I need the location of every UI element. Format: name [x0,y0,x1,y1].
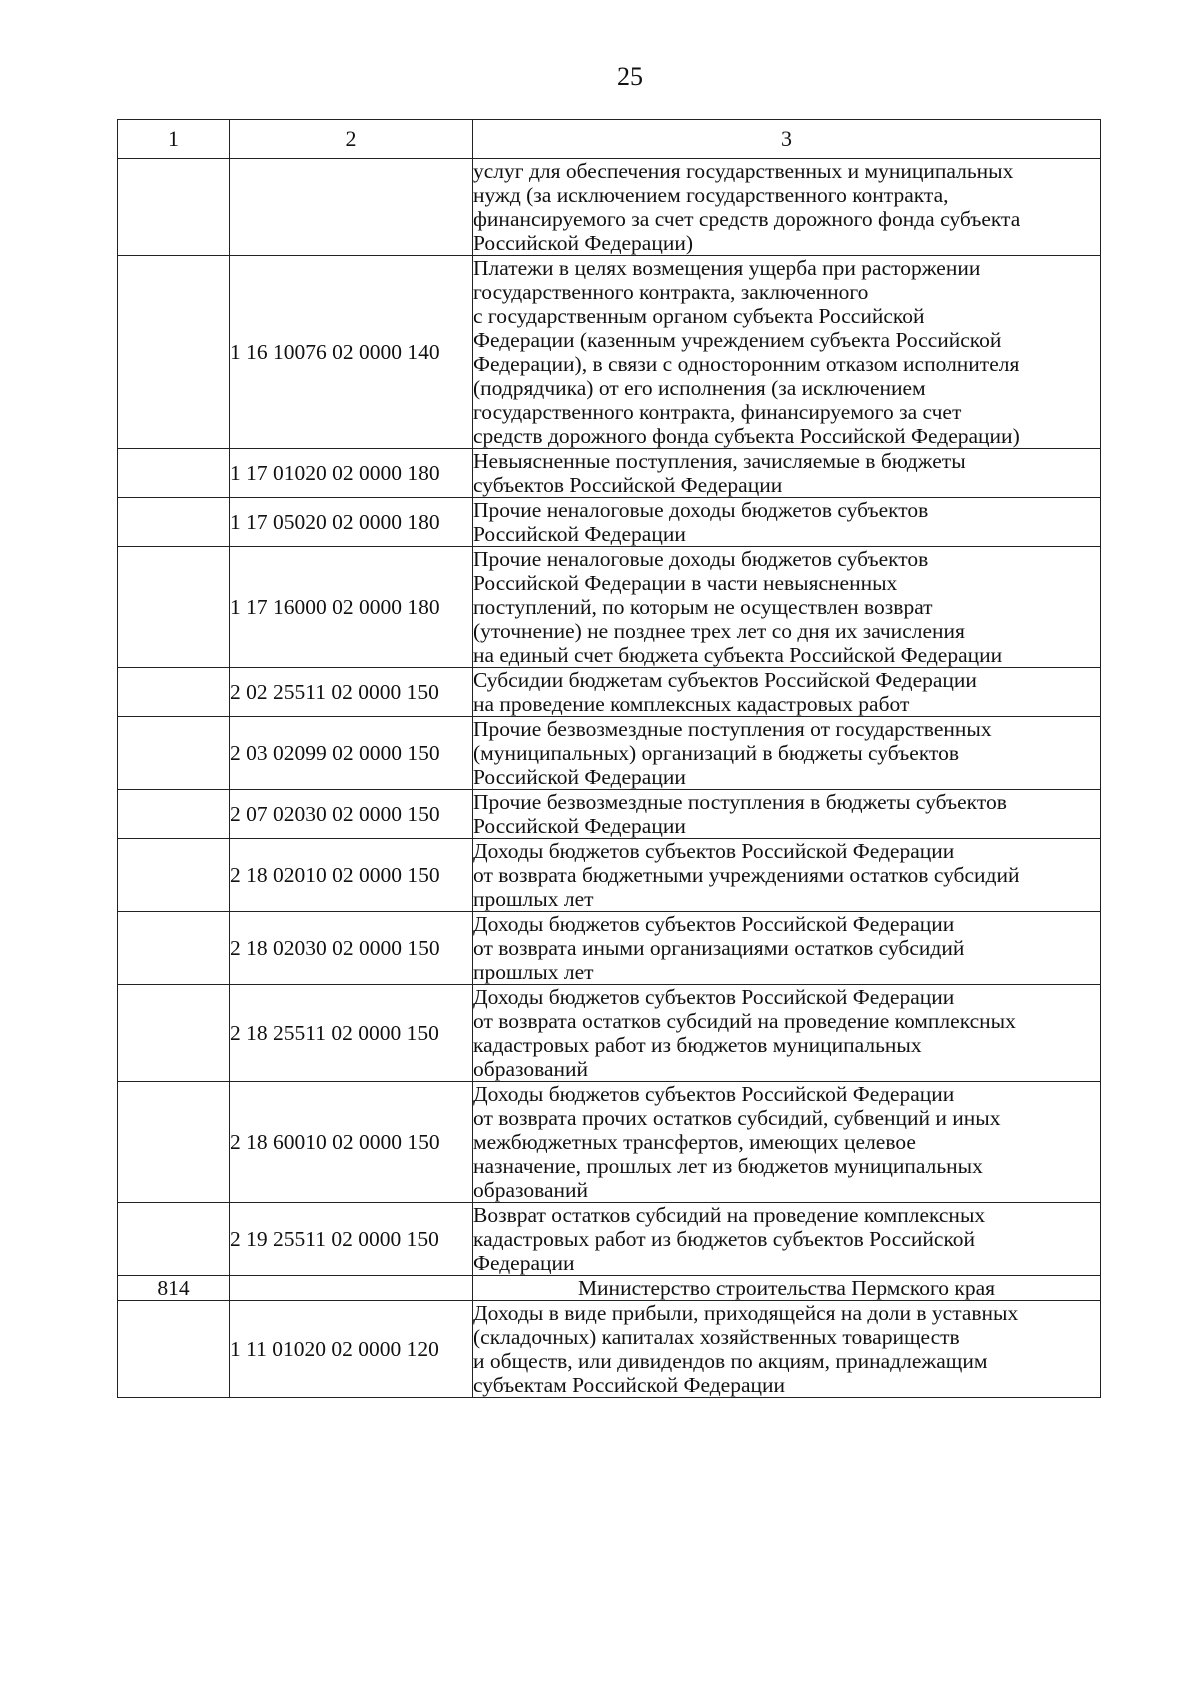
column-header-1: 1 [118,120,230,159]
admin-code-cell [118,547,230,668]
table-row [118,1203,1101,1276]
table-row [118,717,1101,790]
revenue-code-cell: 1 16 10076 02 0000 140 [230,256,473,449]
revenue-code-cell: 1 17 01020 02 0000 180 [230,449,473,498]
description-line: Российской Федерации) [473,231,694,255]
description-line: от возврата иными организациями остатков субсидий [473,936,965,960]
revenue-codes-table [117,119,1101,1398]
description-cell [473,1301,1101,1398]
table-body [118,159,1101,1398]
description-line: на единый счет бюджета субъекта Российской Федерации [473,643,1003,667]
admin-code-cell [118,1301,230,1398]
table-row [118,449,1101,498]
revenue-code-cell: 2 07 02030 02 0000 150 [230,790,473,839]
revenue-code-cell [230,1276,473,1301]
description-line: Министерство строительства Пермского края [577,1276,996,1300]
description-cell [473,790,1101,839]
description-line: Возврат остатков субсидий на проведение комплексных [473,1203,986,1227]
admin-code-cell [118,159,230,256]
revenue-code-cell: 1 17 05020 02 0000 180 [230,498,473,547]
description-line: Федерации [473,1251,575,1275]
description-line: на проведение комплексных кадастровых работ [473,692,910,716]
description-line: (муниципальных) организаций в бюджеты субъектов [473,741,960,765]
column-header-3: 3 [473,120,1101,159]
description-line: Доходы бюджетов субъектов Российской Федерации [473,912,955,936]
admin-code-cell [118,498,230,547]
revenue-code-cell [230,159,473,256]
revenue-code-cell: 2 19 25511 02 0000 150 [230,1203,473,1276]
description-line: Невыясненные поступления, зачисляемые в бюджеты [473,449,966,473]
description-cell [473,498,1101,547]
table-row [118,256,1101,449]
description-line: образований [473,1057,589,1081]
description-line: Российской Федерации [473,765,686,789]
description-line: кадастровых работ из бюджетов муниципальных [473,1033,922,1057]
revenue-code-cell: 2 03 02099 02 0000 150 [230,717,473,790]
description-line: Субсидии бюджетам субъектов Российской Федерации [473,668,977,692]
description-line: Прочие безвозмездные поступления в бюджеты субъектов [473,790,1007,814]
description-line: (подрядчика) от его исполнения (за исключением [473,376,926,400]
description-line: Доходы бюджетов субъектов Российской Федерации [473,985,955,1009]
description-cell [473,668,1101,717]
description-line: Платежи в целях возмещения ущерба при расторжении [473,256,981,280]
admin-code-cell [118,912,230,985]
description-line: назначение, прошлых лет из бюджетов муниципальных [473,1154,983,1178]
revenue-code-cell: 2 02 25511 02 0000 150 [230,668,473,717]
admin-code-cell [118,1203,230,1276]
admin-code-cell [118,839,230,912]
description-line: (складочных) капиталах хозяйственных товариществ [473,1325,960,1349]
table-header-row [118,120,1101,159]
description-line: Прочие неналоговые доходы бюджетов субъектов [473,498,929,522]
description-line: образований [473,1178,589,1202]
organization-name-cell [473,1276,1101,1301]
admin-code-cell [118,256,230,449]
description-line: от возврата остатков субсидий на проведение комплексных [473,1009,1016,1033]
table-row [118,839,1101,912]
description-cell [473,449,1101,498]
description-line: нужд (за исключением государственного контракта, [473,183,949,207]
description-line: Российской Федерации в части невыясненных [473,571,898,595]
page-number: 25 [617,62,643,91]
table-row [118,159,1101,256]
description-line: финансируемого за счет средств дорожного фонда субъекта [473,207,1021,231]
description-line: Федерации), в связи с односторонним отказом исполнителя [473,352,1020,376]
description-line: субъектов Российской Федерации [473,473,783,497]
description-line: Прочие безвозмездные поступления от государственных [473,717,992,741]
revenue-code-cell: 2 18 02030 02 0000 150 [230,912,473,985]
table-row [118,498,1101,547]
description-line: субъектам Российской Федерации [473,1373,786,1397]
description-line: кадастровых работ из бюджетов субъектов Российской [473,1227,976,1251]
revenue-code-cell: 1 11 01020 02 0000 120 [230,1301,473,1398]
description-cell [473,1203,1101,1276]
column-header-2: 2 [230,120,473,159]
description-line: Доходы в виде прибыли, приходящейся на доли в уставных [473,1301,1019,1325]
description-line: межбюджетных трансфертов, имеющих целевое [473,1130,916,1154]
description-line: Федерации (казенным учреждением субъекта Российской [473,328,1002,352]
description-line: и обществ, или дивидендов по акциям, принадлежащим [473,1349,988,1373]
table-row [118,547,1101,668]
description-line: с государственным органом субъекта Российской [473,304,925,328]
description-cell [473,1082,1101,1203]
admin-code-cell: 814 [118,1276,230,1301]
admin-code-cell [118,1082,230,1203]
admin-code-cell [118,790,230,839]
admin-code-cell [118,985,230,1082]
description-cell [473,256,1101,449]
table-row [118,790,1101,839]
admin-code-cell [118,668,230,717]
description-line: поступлений, по которым не осуществлен возврат [473,595,933,619]
description-cell [473,547,1101,668]
description-line: от возврата бюджетными учреждениями остатков субсидий [473,863,1020,887]
description-line: (уточнение) не позднее трех лет со дня их зачисления [473,619,965,643]
table-row [118,668,1101,717]
description-line: Доходы бюджетов субъектов Российской Федерации [473,839,955,863]
table-row [118,985,1101,1082]
revenue-code-cell: 2 18 02010 02 0000 150 [230,839,473,912]
description-cell [473,159,1101,256]
revenue-code-cell: 2 18 60010 02 0000 150 [230,1082,473,1203]
description-line: от возврата прочих остатков субсидий, субвенций и иных [473,1106,1001,1130]
description-cell [473,985,1101,1082]
description-line: Российской Федерации [473,522,686,546]
revenue-code-cell: 2 18 25511 02 0000 150 [230,985,473,1082]
description-cell [473,839,1101,912]
description-line: Доходы бюджетов субъектов Российской Федерации [473,1082,955,1106]
description-cell [473,912,1101,985]
revenue-code-cell: 1 17 16000 02 0000 180 [230,547,473,668]
description-line: государственного контракта, заключенного [473,280,869,304]
table-row [118,1301,1101,1398]
table-row [118,1082,1101,1203]
admin-code-cell [118,717,230,790]
description-line: средств дорожного фонда субъекта Российской Федерации) [473,424,1020,448]
description-line: Прочие неналоговые доходы бюджетов субъектов [473,547,929,571]
description-line: прошлых лет [473,887,594,911]
description-line: услуг для обеспечения государственных и муниципальных [473,159,1014,183]
description-line: Российской Федерации [473,814,686,838]
description-cell [473,717,1101,790]
description-line: государственного контракта, финансируемого за счет [473,400,962,424]
table-row [118,912,1101,985]
admin-code-cell [118,449,230,498]
description-line: прошлых лет [473,960,594,984]
org-section-row [118,1276,1101,1301]
